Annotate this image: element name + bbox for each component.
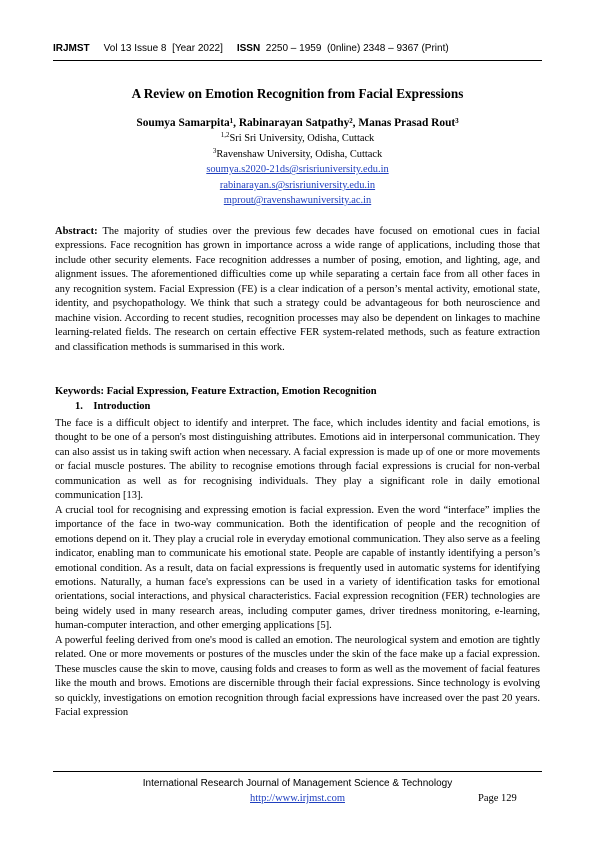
abstract-block: [55, 225, 540, 355]
volume-issue: Vol 13 Issue 8: [103, 43, 167, 54]
footer-journal-name: International Research Journal of Management Science & Technology: [142, 778, 453, 789]
email-link-2[interactable]: rabinarayan.s@srisriuniversity.edu.in: [219, 180, 376, 191]
section-heading: [75, 400, 540, 414]
affiliation-2: [0, 149, 595, 160]
journal-abbrev: IRJMST: [53, 43, 90, 54]
paragraph-1: The face is a difficult object to identify and interpret. The face, which includes identity and facial emotions, is thought to be one of a person's most distinguishing attributes. Emotions aid in interpersonal communication. They can also assist us in taking swift action when necessary. A facial expression is made up of one or more movements or facial muscle postures. The ability to recognise emotions through facial expressions is crucial for non-verbal communication as well as for recognising individuals. They play a significant role in daily emotional communication [13].: [55, 418, 540, 502]
abstract-label: Abstract:: [55, 226, 98, 237]
email-3-line: [0, 195, 595, 206]
keywords-text: Facial Expression, Feature Extraction, Emotion Recognition: [106, 386, 377, 397]
page-number: Page 129: [478, 793, 517, 804]
affiliation-1-marker: 1,2: [220, 131, 230, 139]
header-divider: [53, 60, 542, 61]
affiliation-2-text: Ravenshaw University, Odisha, Cuttack: [216, 149, 383, 160]
issn-online-print: (0nline) 2348 – 9367 (Print): [326, 43, 449, 54]
affiliation-1: [0, 133, 595, 144]
issn-label: ISSN: [236, 43, 261, 54]
journal-url-link[interactable]: http://www.irjmst.com: [250, 793, 345, 804]
section-title: Introduction: [93, 401, 151, 412]
introduction-body: [55, 417, 540, 721]
issn-number: 2250 – 1959: [265, 43, 322, 54]
footer-divider: [53, 771, 542, 772]
keywords-label: Keywords:: [55, 386, 104, 397]
email-2-line: [0, 180, 595, 191]
author-list: Soumya Samarpita¹, Rabinarayan Satpathy², Manas Prasad Rout³: [136, 117, 459, 129]
keywords-block: [55, 385, 540, 399]
paper-title: A Review on Emotion Recognition from Facial Expressions: [131, 86, 464, 101]
paragraph-3: A powerful feeling derived from one's mood is called an emotion. The neurological system and emotion are tightly related. One or more movements or postures of the muscles under the skin of the face make up a facial expression. These muscles cause the skin to move, causing folds and creases to form as well as the movement of facial features like the mouth and brows. Emotions are discernible through their facial expressions. Since technology is evolving so quickly, investigations on emotion recognition through facial expressions have increased over the past 20 years. Facial expression: [55, 634, 540, 719]
affiliation-1-text: Sri Sri University, Odisha, Cuttack: [229, 133, 375, 144]
abstract-text: The majority of studies over the previous few decades have focused on emotional cues in facial expressions. Face recognition has grown in importance across a wide range of applications, including those that include other security elements. Face recognition addresses a number of posing, emotion, and lighting, age, and alignment issues. The aforementioned difficulties come up while separating a certain face from all other faces in any recognition system. Facial Expression (FE) is a clear indication of a person’s mental activity, emotional state, identity, and psychopathology. We think that such a strategy could be advantageous for both neuroscience and machine vision. According to recent studies, recognition processes may also be dependent on linkages to machine learning-related fields. The research on certain effective FER system-related methods, such as feature extraction and classification methods is summarised in this work.: [55, 226, 541, 353]
email-link-1[interactable]: soumya.s2020-21ds@srisriuniversity.edu.in: [206, 164, 389, 175]
affiliation-2-marker: 3: [212, 147, 217, 155]
paragraph-2: A crucial tool for recognising and expressing emotion is facial expression. Even the word “interface” implies the importance of the face in two-way communication. Both the identification of people and the recognition of emotions depend on it. They play a crucial role in everyday emotional communication. They also serve as a feeling indicator, enabling man to communicate his emotional state. People are capable of instantly identifying a person’s emotional condition. As a result, data on facial expressions is frequently used in automatic systems for identifying emotions. Naturally, a human face's expressions can be used in a variety of identification tasks for emotional orientations, social interactions, and physical characteristics. Facial expression recognition (FER) technologies are being widely used in many research areas, including computer games, driver tiredness monitoring, e-learning, human-computer interaction, and other emerging applications [5].: [55, 504, 540, 632]
section-number: 1.: [75, 401, 83, 412]
email-link-3[interactable]: mprout@ravenshawuniversity.ac.in: [223, 195, 372, 206]
email-1-line: [0, 164, 595, 175]
running-header: [53, 43, 542, 54]
header-year: [Year 2022]: [172, 43, 223, 54]
